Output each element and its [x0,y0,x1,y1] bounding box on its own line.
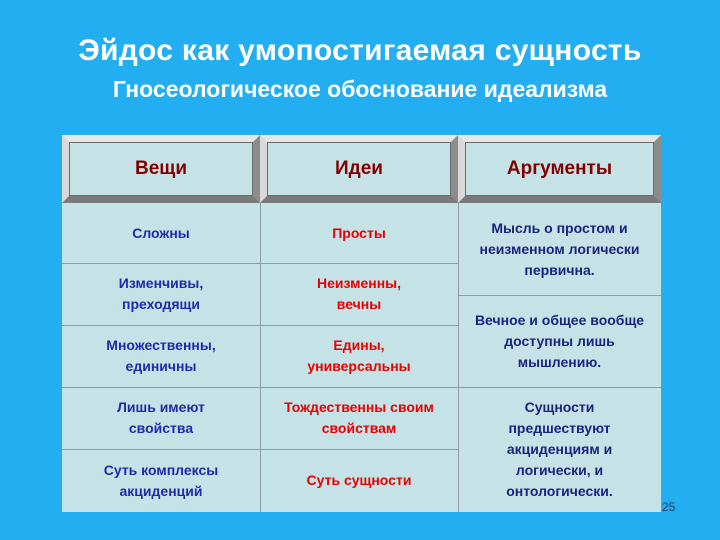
ideas-cell: Суть сущности [306,472,412,488]
slide-subtitle: Гносеологическое обоснование идеализма [112,76,608,102]
page-number: 25 [662,500,676,514]
comparison-table [62,135,661,512]
things-cell: Лишь имеют свойства [117,399,205,436]
header-cell-arguments [458,135,661,203]
things-cell: Изменчивы, преходящи [118,275,204,312]
grid-line [458,203,459,512]
things-cell: Суть комплексы акциденций [103,461,219,499]
things-cell: Множественны, единичны [106,337,216,374]
header-ideas: Идеи [267,142,451,196]
ideas-cell: Просты [332,224,386,241]
header-cell-things [62,135,260,203]
header-things: Вещи [69,142,253,196]
slide-title: Эйдос как умопостигаемая сущность [78,34,642,67]
ideas-cell: Неизменны, вечны [316,275,401,312]
header-arguments: Аргументы [465,142,654,196]
ideas-cell: Тождественны своим свойствам [284,399,434,436]
header-cell-ideas [260,135,458,203]
argument-cell: Вечное и общее вообще доступны лишь мышлению. [474,311,645,370]
things-cell: Сложны [132,224,190,241]
ideas-cell: Едины, универсальны [307,337,411,374]
argument-cell: Мысль о простом и неизменном логически первична. [479,219,640,278]
argument-cell: Сущности предшествуют акциденциям и логически, и онтологически. [506,399,613,499]
